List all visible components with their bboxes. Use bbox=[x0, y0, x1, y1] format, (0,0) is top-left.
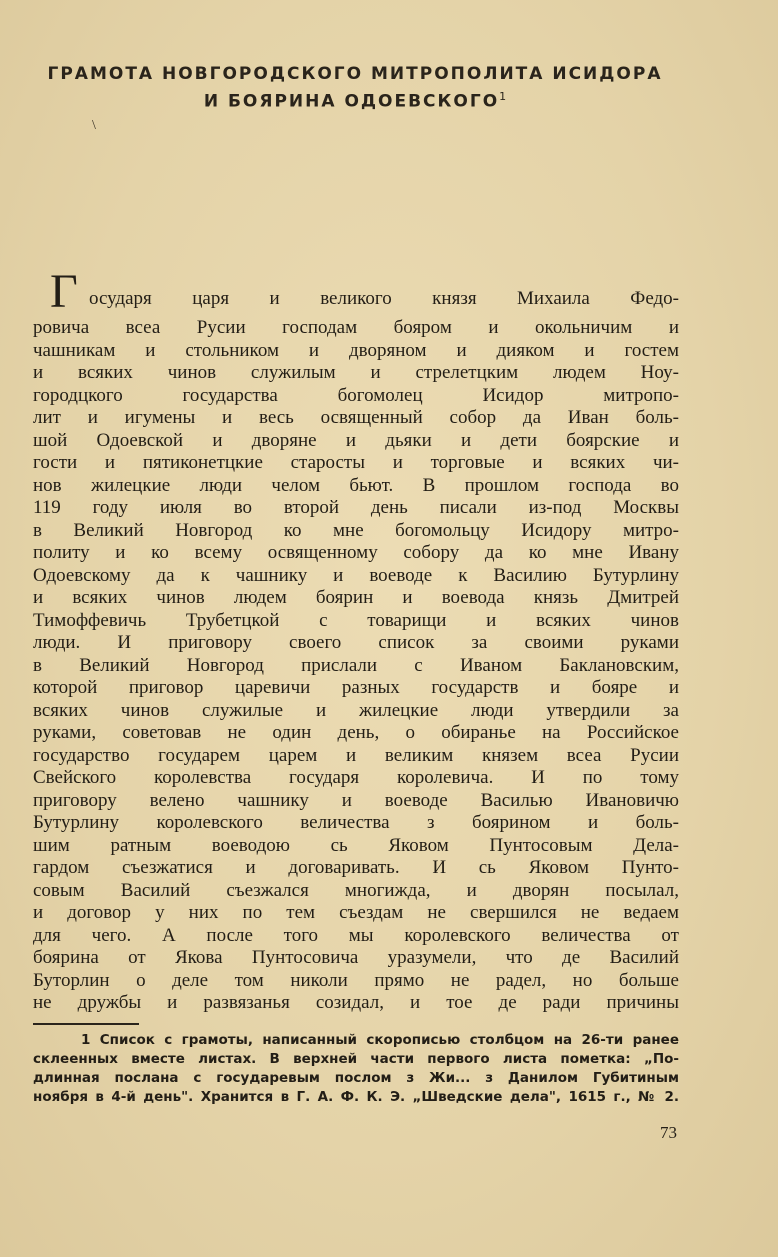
heading-text-2: И БОЯРИНА ОДОЕВСКОГО bbox=[203, 91, 500, 112]
text-line: лит и игумены и весь освященный собор да Иван боль- bbox=[33, 407, 679, 428]
text-line: гости и пятиконетцкие старосты и торговые и всяких чи- bbox=[33, 452, 679, 473]
heading-line-2 bbox=[30, 90, 680, 112]
text-line: 119 году июля во второй день писали из-под Москвы bbox=[33, 497, 679, 518]
footnote-divider bbox=[33, 1023, 139, 1025]
footnote-line: склеенных вместе листах. В верхней части первого листа пометка: „По- bbox=[33, 1051, 679, 1067]
footnote bbox=[33, 1031, 679, 1107]
text-line: осударя царя и великого князя Михаила Федо- bbox=[89, 288, 679, 309]
text-line: совым Василий съезжался многижда, и дворян посылал, bbox=[33, 879, 679, 901]
footnote-line: 1 Список с грамоты, написанный скорописью столбцом на 26-ти ранее bbox=[81, 1032, 679, 1048]
text-line: шой Одоевской и дворяне и дьяки и дети боярские и bbox=[33, 429, 679, 451]
text-line: гардом съезжатися и договаривать. И сь Яковом Пунто- bbox=[33, 857, 679, 878]
footnote-line: длинная послана с государевым послом з Жи... з Данилом Губитиным bbox=[33, 1070, 679, 1086]
text-line: для чего. А после того мы королевского величества от bbox=[33, 924, 679, 946]
text-line: Тимоффевичь Трубетцкой с товарищи и всяких чинов bbox=[33, 609, 679, 631]
text-line: и договор у них по тем съездам не свершился не ведаем bbox=[33, 902, 679, 923]
text-line: государство государем царем и великим князем всеа Русии bbox=[33, 744, 679, 766]
text-line: и всяких чинов людем боярин и воевода князь Дмитрей bbox=[33, 587, 679, 608]
heading-text-1: ГРАМОТА НОВГОРОДСКОГО МИТРОПОЛИТА ИСИДОРА bbox=[47, 64, 663, 84]
text-line: Свейского королевства государя королевича. И по тому bbox=[33, 767, 679, 788]
text-line: Одоевскому да к чашнику и воеводе к Василию Бутурлину bbox=[33, 564, 679, 586]
text-line: ровича всеа Русии господам бояром и окольничим и bbox=[33, 317, 679, 338]
text-line: приговору велено чашнику и воеводе Василью Ивановичю bbox=[33, 789, 679, 811]
heading-line-1 bbox=[30, 64, 680, 84]
footnote-line: ноября в 4-й день". Хранится в Г. А. Ф. К. Э. „Шведские дела", 1615 г., № 2. bbox=[33, 1089, 679, 1105]
text-line: не дружбы и развязанья созидал, и тое де ради причины bbox=[33, 992, 679, 1013]
text-line: нов жилецкие люди челом бьют. В прошлом господа во bbox=[33, 474, 679, 496]
main-text bbox=[33, 271, 679, 1015]
text-line: боярина от Якова Пунтосовича уразумели, что де Василий bbox=[33, 947, 679, 968]
text-line: Буторлин о деле том николи прямо не радел, но больше bbox=[33, 969, 679, 991]
text-line: в Великий Новгород ко мне богомольцу Исидору митро- bbox=[33, 519, 679, 541]
text-line: в Великий Новгород прислали с Иваном Баклановским, bbox=[33, 654, 679, 676]
text-line: люди. И приговору своего список за своими руками bbox=[33, 632, 679, 653]
text-line: руками, советовав не один день, о обиранье на Российское bbox=[33, 722, 679, 743]
page-number: 73 bbox=[660, 1123, 677, 1142]
text-line: которой приговор царевичи разных государств и бояре и bbox=[33, 677, 679, 698]
text-line: городцкого государства богомолец Исидор митропо- bbox=[33, 384, 679, 406]
text-line: всяких чинов служилые и жилецкие люди утвердили за bbox=[33, 699, 679, 721]
text-line: политу и ко всему освященному собору да ко мне Ивану bbox=[33, 542, 679, 563]
text-line: и всяких чинов служилым и стрелетцким людем Ноу- bbox=[33, 362, 679, 383]
heading-footnote-ref: 1 bbox=[499, 90, 507, 103]
text-line: шим ратным воеводою сь Яковом Пунтосовым Дела- bbox=[33, 834, 679, 856]
drop-cap: Г bbox=[50, 265, 78, 318]
text-line: чашникам и стольником и дворяном и дияком и гостем bbox=[33, 339, 679, 361]
text-line: Бутурлину королевского величества з боярином и боль- bbox=[33, 812, 679, 833]
stray-mark: \ bbox=[92, 118, 96, 133]
